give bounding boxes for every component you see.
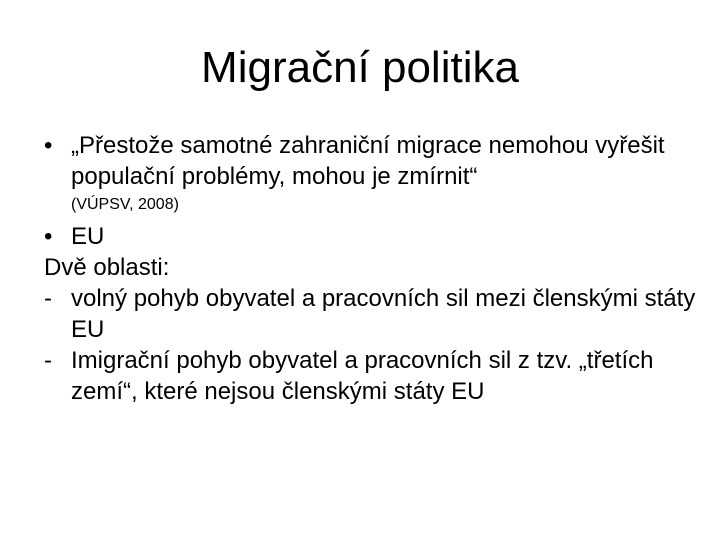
bullet-marker: • xyxy=(44,132,53,159)
dash-marker: - xyxy=(44,347,52,374)
area-item xyxy=(44,283,704,345)
quote-text: „Přestože samotné zahraniční migrace nemohou vyřešit populační problémy, mohou je zmírnit“ xyxy=(71,132,665,190)
area-text: Imigrační pohyb obyvatel a pracovních sil z tzv. „třetích zemí“, které nejsou členskými státy EU xyxy=(71,347,654,405)
dash-marker: - xyxy=(44,285,52,312)
bullet-eu xyxy=(44,221,704,252)
bullet-marker: • xyxy=(44,223,53,250)
areas-heading: Dvě oblasti: xyxy=(44,254,170,281)
quote-source: (VÚPSV, 2008) xyxy=(71,196,179,213)
slide-title: Migrační politika xyxy=(201,43,519,92)
eu-text: EU xyxy=(71,223,105,250)
area-text: volný pohyb obyvatel a pracovních sil mezi členskými státy EU xyxy=(71,285,696,343)
area-item xyxy=(44,345,704,407)
bullet-quote xyxy=(44,130,704,192)
slide-body xyxy=(44,130,704,407)
